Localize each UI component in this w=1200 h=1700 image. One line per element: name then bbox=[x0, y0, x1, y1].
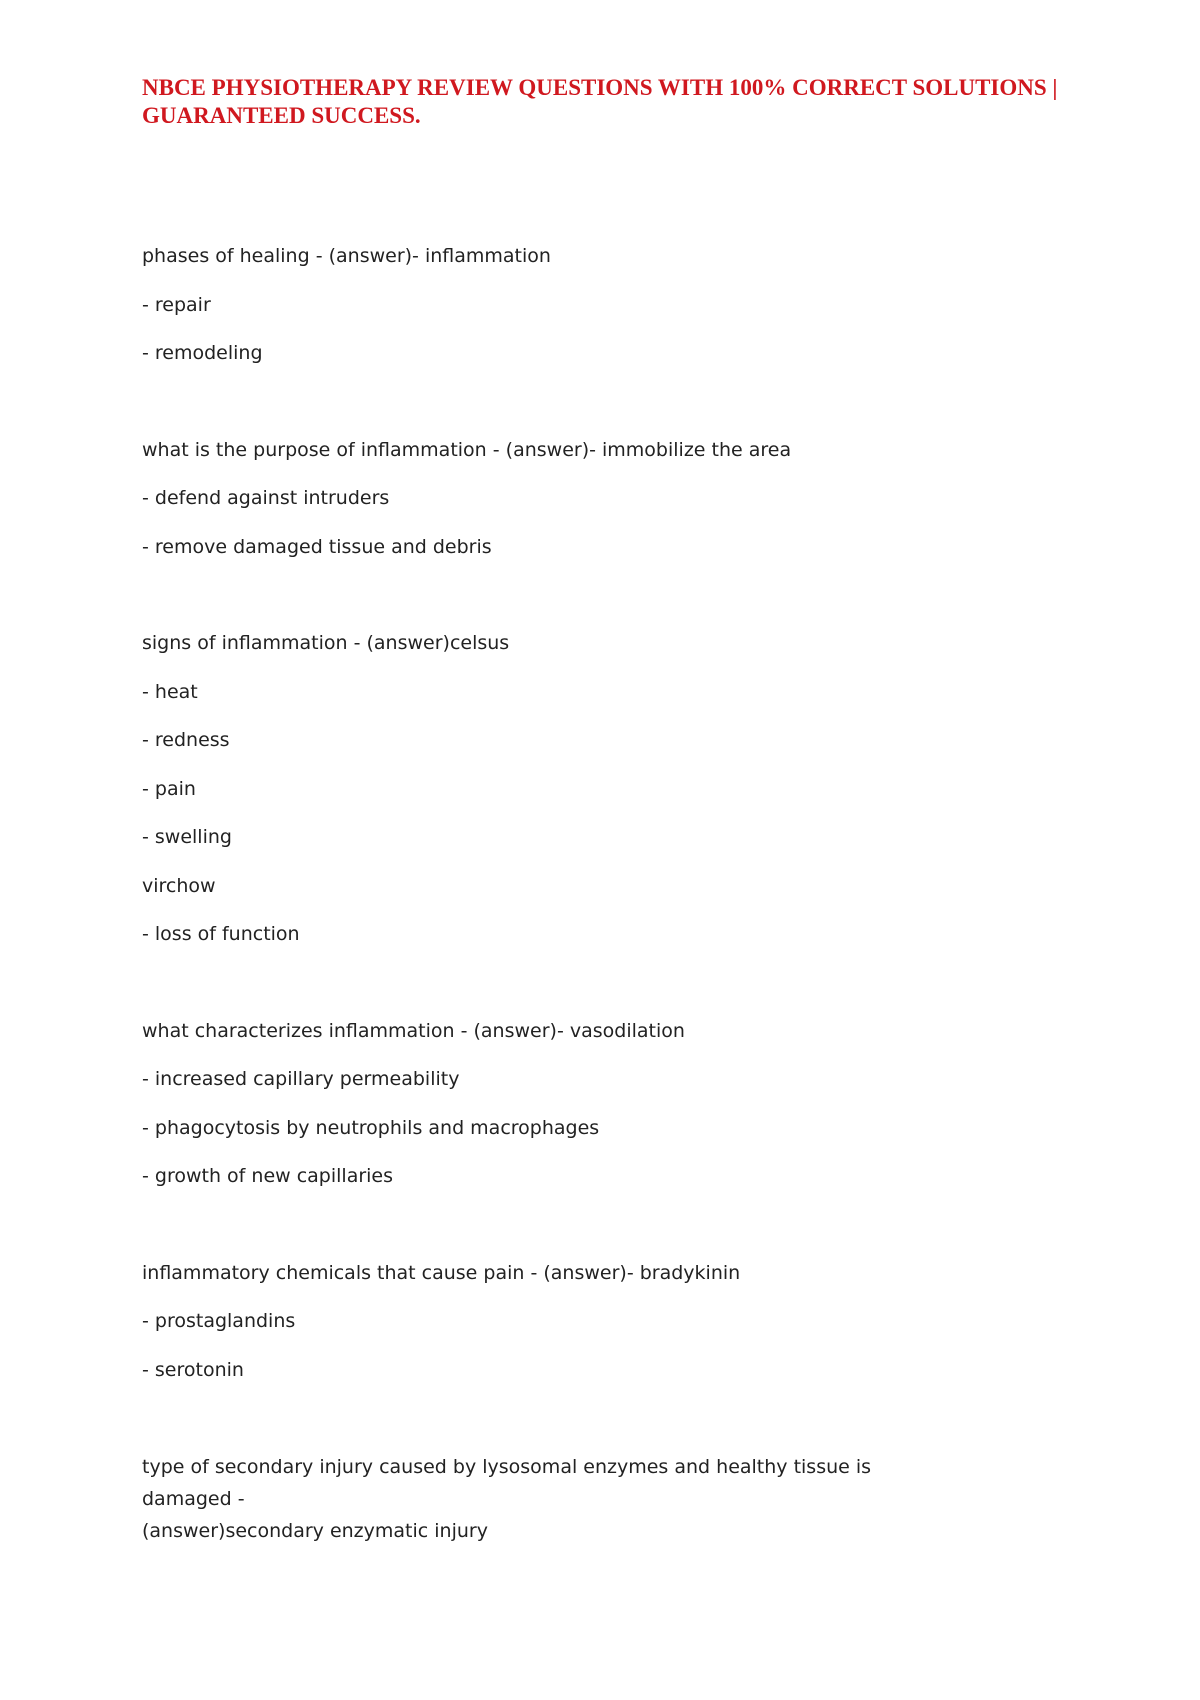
answer-line: - remove damaged tissue and debris bbox=[142, 535, 492, 558]
question-line: signs of inflammation - (answer)celsus bbox=[142, 632, 510, 654]
answer-line: virchow bbox=[142, 874, 216, 897]
question-line: phases of healing - (answer)- inflammation bbox=[142, 245, 551, 267]
qa-list bbox=[142, 241, 1062, 1547]
answer-line: - remodeling bbox=[142, 342, 263, 364]
answer-line: - serotonin bbox=[142, 1358, 244, 1381]
answer-line: - pain bbox=[142, 777, 196, 800]
question-line: what is the purpose of inflammation - (answer)- immobilize the area bbox=[142, 438, 792, 461]
answer-line: (answer)secondary enzymatic injury bbox=[142, 1520, 488, 1542]
answer-line: - loss of function bbox=[142, 923, 300, 945]
answer-line: - increased capillary permeability bbox=[142, 1068, 460, 1090]
answer-line: - growth of new capillaries bbox=[142, 1165, 394, 1187]
question-line: type of secondary injury caused by lysosomal enzymes and healthy tissue is damaged - bbox=[142, 1456, 872, 1510]
answer-line: - swelling bbox=[142, 826, 232, 848]
question-line: what characterizes inflammation - (answer)- vasodilation bbox=[142, 1019, 685, 1042]
qa-item-characterizes-inflammation bbox=[142, 1016, 1062, 1210]
qa-item-secondary-injury bbox=[142, 1451, 1062, 1547]
answer-line: - heat bbox=[142, 680, 198, 703]
document-title bbox=[142, 74, 1062, 130]
qa-item-signs-of-inflammation bbox=[142, 628, 1062, 968]
answer-line: - prostaglandins bbox=[142, 1310, 296, 1332]
title-line-2: GUARANTEED SUCCESS. bbox=[142, 103, 421, 128]
qa-item-inflammatory-chemicals bbox=[142, 1258, 1062, 1404]
answer-line: - defend against intruders bbox=[142, 487, 390, 509]
answer-line: - redness bbox=[142, 729, 230, 751]
answer-line: - repair bbox=[142, 293, 211, 316]
answer-line: - phagocytosis by neutrophils and macrophages bbox=[142, 1116, 600, 1139]
qa-item-phases-of-healing bbox=[142, 241, 1062, 387]
qa-item-purpose-of-inflammation bbox=[142, 435, 1062, 581]
title-line-1: NBCE PHYSIOTHERAPY REVIEW QUESTIONS WITH 100% CORRECT SOLUTIONS | bbox=[142, 75, 1058, 100]
question-line: inflammatory chemicals that cause pain - (answer)- bradykinin bbox=[142, 1261, 741, 1284]
